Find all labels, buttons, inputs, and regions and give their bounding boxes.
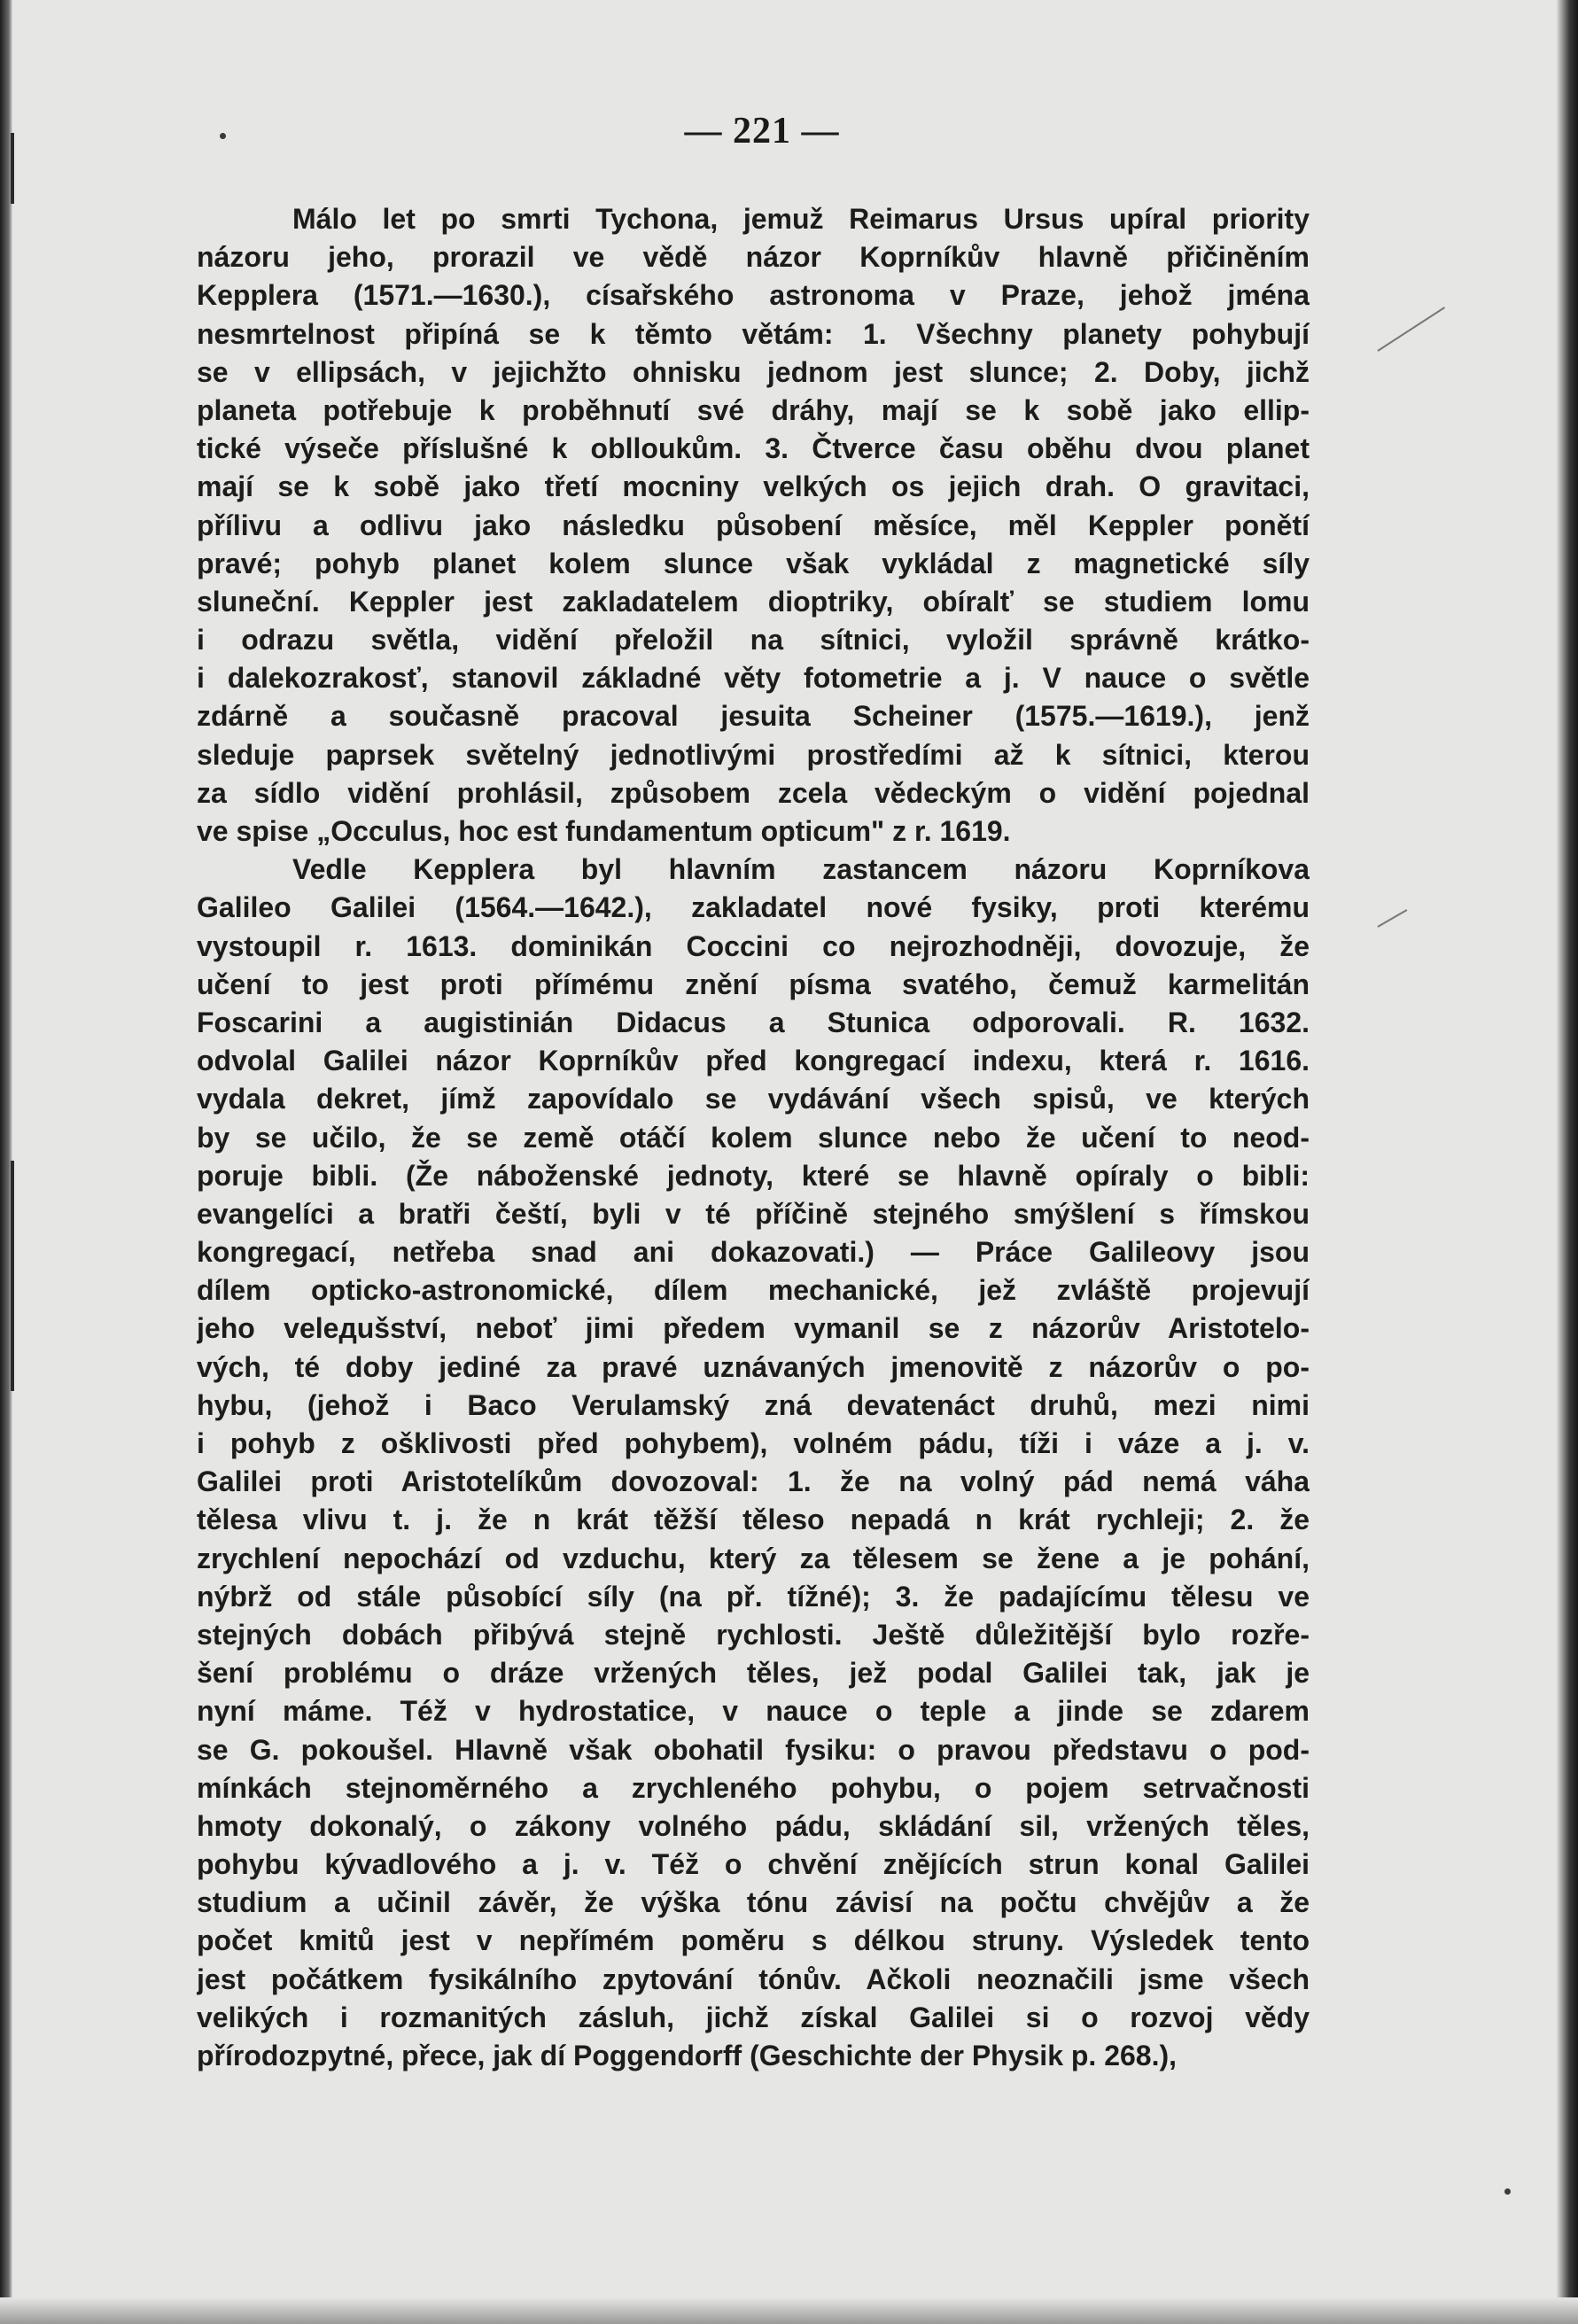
text-line: zrychlení nepochází od vzduchu, který za tělesem se žene a je pohání,: [197, 1542, 1310, 1574]
text-line: se v ellipsách, v jejichžto ohnisku jednom jest slunce; 2. Doby, jichž: [197, 355, 1310, 388]
text-line: kongregací, netřeba snad ani dokazovati.) — Práce Galileovy jsou: [197, 1236, 1310, 1269]
pencil-mark-upper: [1377, 307, 1445, 352]
text-line: šení problému o dráze vržených těles, jež podal Galilei tak, jak je: [197, 1657, 1310, 1690]
text-line: i dalekozrakosť, stanovil základné věty fotometrie a j. V nauce o světle: [197, 662, 1310, 695]
text-line: Málo let po smrti Tychona, jemuž Reimarus Ursus upíral priority: [292, 203, 1310, 235]
text-line: se G. pokoušel. Hlavně však obohatil fysiku: o pravou představu o pod-: [197, 1733, 1310, 1766]
page-number: — 221 —: [684, 111, 840, 152]
text-line: Foscarini a augistinián Didacus a Stunica odporovali. R. 1632.: [197, 1006, 1310, 1038]
text-line: Galileo Galilei (1564.—1642.), zakladatel nové fysiky, proti kterému: [197, 891, 1310, 924]
dust-speck: [1504, 2188, 1511, 2195]
text-line: Kepplera (1571.—1630.), císařského astronoma v Praze, jehož jména: [197, 279, 1310, 312]
text-line: Vedle Kepplera byl hlavním zastancem názoru Koprníkova: [292, 853, 1310, 886]
text-line: hmoty dokonalý, o zákony volného pádu, skládání sil, vržených těles,: [197, 1809, 1310, 1842]
body-text: [197, 200, 1310, 2075]
pencil-mark-middle: [1378, 909, 1408, 928]
text-line: ve spise „Occulus, hoc est fundamentum opticum" z r. 1619.: [197, 815, 1011, 847]
text-line: by se učilo, že se země otáčí kolem slunce nebo že učení to neod-: [197, 1121, 1310, 1154]
left-margin-mark-bottom: [11, 1161, 14, 1391]
text-line: velikých i rozmanitých zásluh, jichž získal Galilei si o rozvoj vědy: [197, 2001, 1310, 2033]
dust-speck: [220, 133, 226, 139]
text-line: jeho velедušství, neboť jimi předem vymanil se z názorův Aristotelo-: [197, 1312, 1310, 1345]
text-line: názoru jeho, prorazil ve vědě názor Koprníkův hlavně přičiněním: [197, 241, 1310, 274]
text-line: stejných dobách přibývá stejně rychlosti. Ještě důležitější bylo rozře-: [197, 1618, 1310, 1651]
text-line: nesmrtelnost připíná se k těmto větám: 1. Všechny planety pohybují: [197, 317, 1310, 350]
text-line: jest počátkem fysikálního zpytování tónův. Ačkoli neoznačili jsme všech: [197, 1963, 1310, 1995]
text-line: přírodozpytné, přece, jak dí Poggendorff (Geschichte der Physik p. 268.),: [197, 2040, 1178, 2071]
text-line: pravé; pohyb planet kolem slunce však vykládal z magnetické síly: [197, 547, 1310, 579]
text-line: i odrazu světla, vidění přeložil na sítnici, vyložil správně krátko-: [197, 624, 1310, 657]
text-line: studium a učinil závěr, že výška tónu závisí na počtu chvějův a že: [197, 1886, 1310, 1919]
text-line: zdárně a současně pracoval jesuita Scheiner (1575.—1619.), jenž: [197, 700, 1310, 733]
text-line: Galilei proti Aristotelíkům dovozoval: 1. že na volný pád nemá váha: [197, 1465, 1310, 1498]
text-line: mají se k sobě jako třetí mocniny velkých os jejich drah. O gravitaci,: [197, 470, 1310, 503]
text-line: sleduje paprsek světelný jednotlivými prostředími až k sítnici, kterou: [197, 738, 1310, 771]
text-line: evangelíci a bratři čeští, byli v té příčině stejného smýšlení s římskou: [197, 1197, 1310, 1230]
text-line: hybu, (jehož i Baco Verulamský zná devatenáct druhů, mezi nimi: [197, 1388, 1310, 1421]
text-line: přílivu a odlivu jako následku působení měsíce, měl Keppler ponětí: [197, 509, 1310, 541]
text-line: učení to jest proti přímému znění písma svatého, čemuž karmelitán: [197, 968, 1310, 1000]
text-line: tické výseče příslušné k oblloukům. 3. Čtverce času oběhu dvou planet: [197, 432, 1310, 465]
text-line: nýbrž od stále působící síly (na př. tížné); 3. že padajícímu tělesu ve: [197, 1580, 1310, 1613]
page-right-edge: [1557, 0, 1578, 2324]
page-bottom-shade: [0, 2297, 1578, 2324]
text-line: pohybu kývadlového a j. v. Též o chvění znějících strun konal Galilei: [197, 1848, 1310, 1881]
text-line: poruje bibli. (Že náboženské jednoty, které se hlavně opíraly o bibli:: [197, 1159, 1310, 1192]
text-line: počet kmitů jest v nepřímém poměru s délkou struny. Výsledek tento: [197, 1924, 1310, 1957]
text-line: vydala dekret, jímž zapovídalo se vydávání všech spisů, ve kterých: [197, 1083, 1310, 1115]
text-line: tělesa vlivu t. j. že n krát těžší těleso nepadá n krát rychleji; 2. že: [197, 1504, 1310, 1536]
left-margin-mark-top: [11, 133, 14, 204]
text-line: vystoupil r. 1613. dominikán Coccini co nejrozhodněji, dovozuje, že: [197, 929, 1310, 962]
text-line: mínkách stejnoměrného a zrychleného pohybu, o pojem setrvačnosti: [197, 1771, 1310, 1804]
text-line: planeta potřebuje k proběhnutí své dráhy, mají se k sobě jako ellip-: [197, 393, 1310, 426]
text-line: dílem opticko-astronomické, dílem mechanické, jež zvláště projevují: [197, 1274, 1310, 1307]
text-line: za sídlo vidění prohlásil, způsobem zcela vědeckým o vidění pojednal: [197, 776, 1310, 809]
text-line: nyní máme. Též v hydrostatice, v nauce o teple a jinde se zdarem: [197, 1695, 1310, 1728]
text-line: odvolal Galilei názor Koprníkův před kongregací indexu, která r. 1616.: [197, 1045, 1310, 1077]
text-line: i pohyb z ošklivosti před pohybem), volném pádu, tíži i váze a j. v.: [197, 1427, 1310, 1459]
text-line: vých, té doby jediné za pravé uznávaných jmenovitě z názorův o po-: [197, 1350, 1310, 1383]
text-line: sluneční. Keppler jest zakladatelem dioptriky, obíralť se studiem lomu: [197, 585, 1310, 618]
